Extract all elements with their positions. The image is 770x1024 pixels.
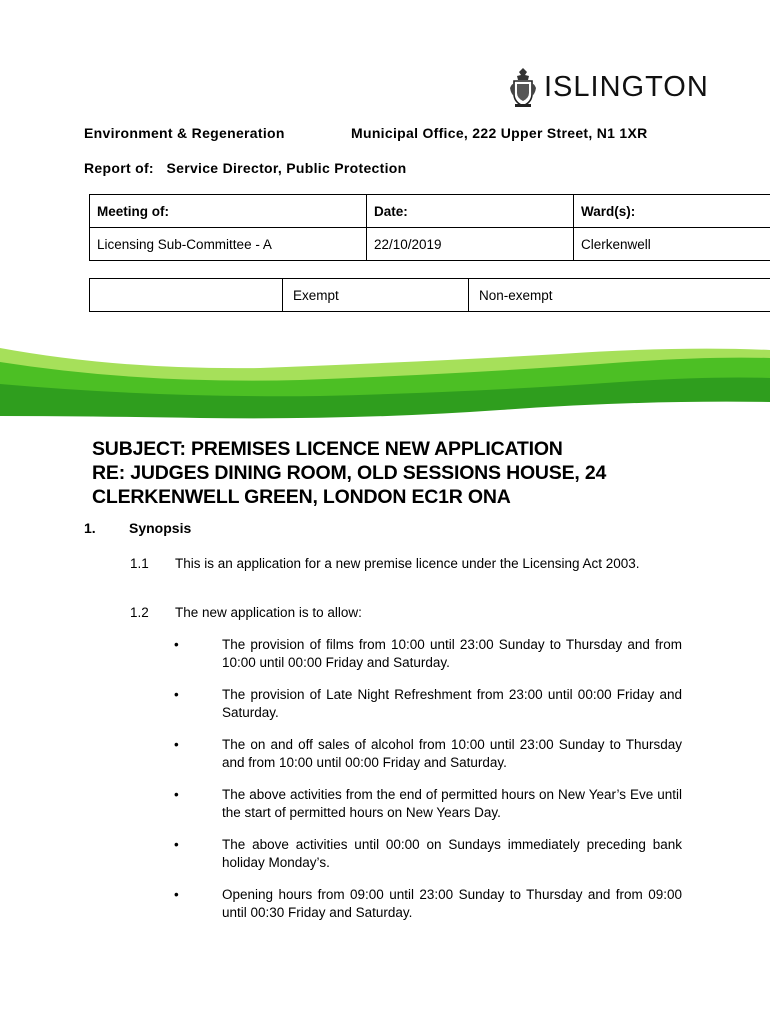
- meeting-of-header: Meeting of:: [90, 195, 367, 228]
- list-item-text: The above activities from the end of permitted hours on New Year’s Eve until the start of permitted hours on New Years Day.: [222, 787, 682, 820]
- report-of: [84, 160, 407, 176]
- date-value: 22/10/2019: [367, 228, 574, 261]
- office-address: Municipal Office, 222 Upper Street, N1 1XR: [351, 125, 648, 141]
- subject-line-1: SUBJECT: PREMISES LICENCE NEW APPLICATION: [92, 438, 563, 460]
- department-name: Environment & Regeneration: [84, 125, 285, 141]
- exempt-cell: Exempt: [283, 279, 469, 312]
- section-heading: [84, 520, 191, 536]
- paragraph-text: This is an application for a new premise licence under the Licensing Act 2003.: [175, 556, 640, 571]
- table-row: [90, 195, 770, 228]
- green-wave-banner: [0, 340, 770, 420]
- table-row: [90, 279, 770, 312]
- non-exempt-cell: Non-exempt: [469, 279, 770, 312]
- bullet-icon: •: [174, 737, 179, 752]
- bullet-icon: •: [174, 637, 179, 652]
- exempt-blank-cell: [90, 279, 283, 312]
- subject-line-3: CLERKENWELL GREEN, LONDON EC1R ONA: [92, 486, 511, 508]
- paragraph-number: 1.1: [130, 556, 149, 571]
- section-title: Synopsis: [129, 520, 192, 536]
- paragraph-text: The new application is to allow:: [175, 605, 362, 620]
- paragraph-number: 1.2: [130, 605, 149, 620]
- wards-header: Ward(s):: [574, 195, 770, 228]
- wards-value: Clerkenwell: [574, 228, 770, 261]
- borough-crest-icon: [508, 66, 538, 108]
- table-row: [90, 228, 770, 261]
- report-of-label: Report of:: [84, 160, 154, 176]
- section-number: 1.: [84, 520, 96, 536]
- list-item-text: The provision of films from 10:00 until 23:00 Sunday to Thursday and from 10:00 until 00:00 Friday and Saturday.: [222, 637, 682, 670]
- date-header: Date:: [367, 195, 574, 228]
- list-item-text: Opening hours from 09:00 until 23:00 Sunday to Thursday and from 09:00 until 00:30 Friday and Saturday.: [222, 887, 682, 920]
- bullet-icon: •: [174, 787, 179, 802]
- bullet-icon: •: [174, 887, 179, 902]
- subject-heading: [92, 437, 606, 509]
- meeting-table: [89, 194, 770, 261]
- list-item-text: The on and off sales of alcohol from 10:00 until 23:00 Sunday to Thursday and from 10:00 until 00:00 Friday and Saturday.: [222, 737, 682, 770]
- list-item-text: The above activities until 00:00 on Sundays immediately preceding bank holiday Monday’s.: [222, 837, 682, 870]
- report-of-value: Service Director, Public Protection: [166, 160, 407, 176]
- logo-wordmark: ISLINGTON: [544, 70, 709, 103]
- bullet-icon: •: [174, 837, 179, 852]
- list-item-text: The provision of Late Night Refreshment from 23:00 until 00:00 Friday and Saturday.: [222, 687, 682, 720]
- meeting-of-value: Licensing Sub-Committee - A: [90, 228, 367, 261]
- exempt-table: [89, 278, 770, 312]
- bullet-icon: •: [174, 687, 179, 702]
- islington-logo: [508, 66, 709, 108]
- subject-line-2: RE: JUDGES DINING ROOM, OLD SESSIONS HOUSE, 24: [92, 462, 607, 484]
